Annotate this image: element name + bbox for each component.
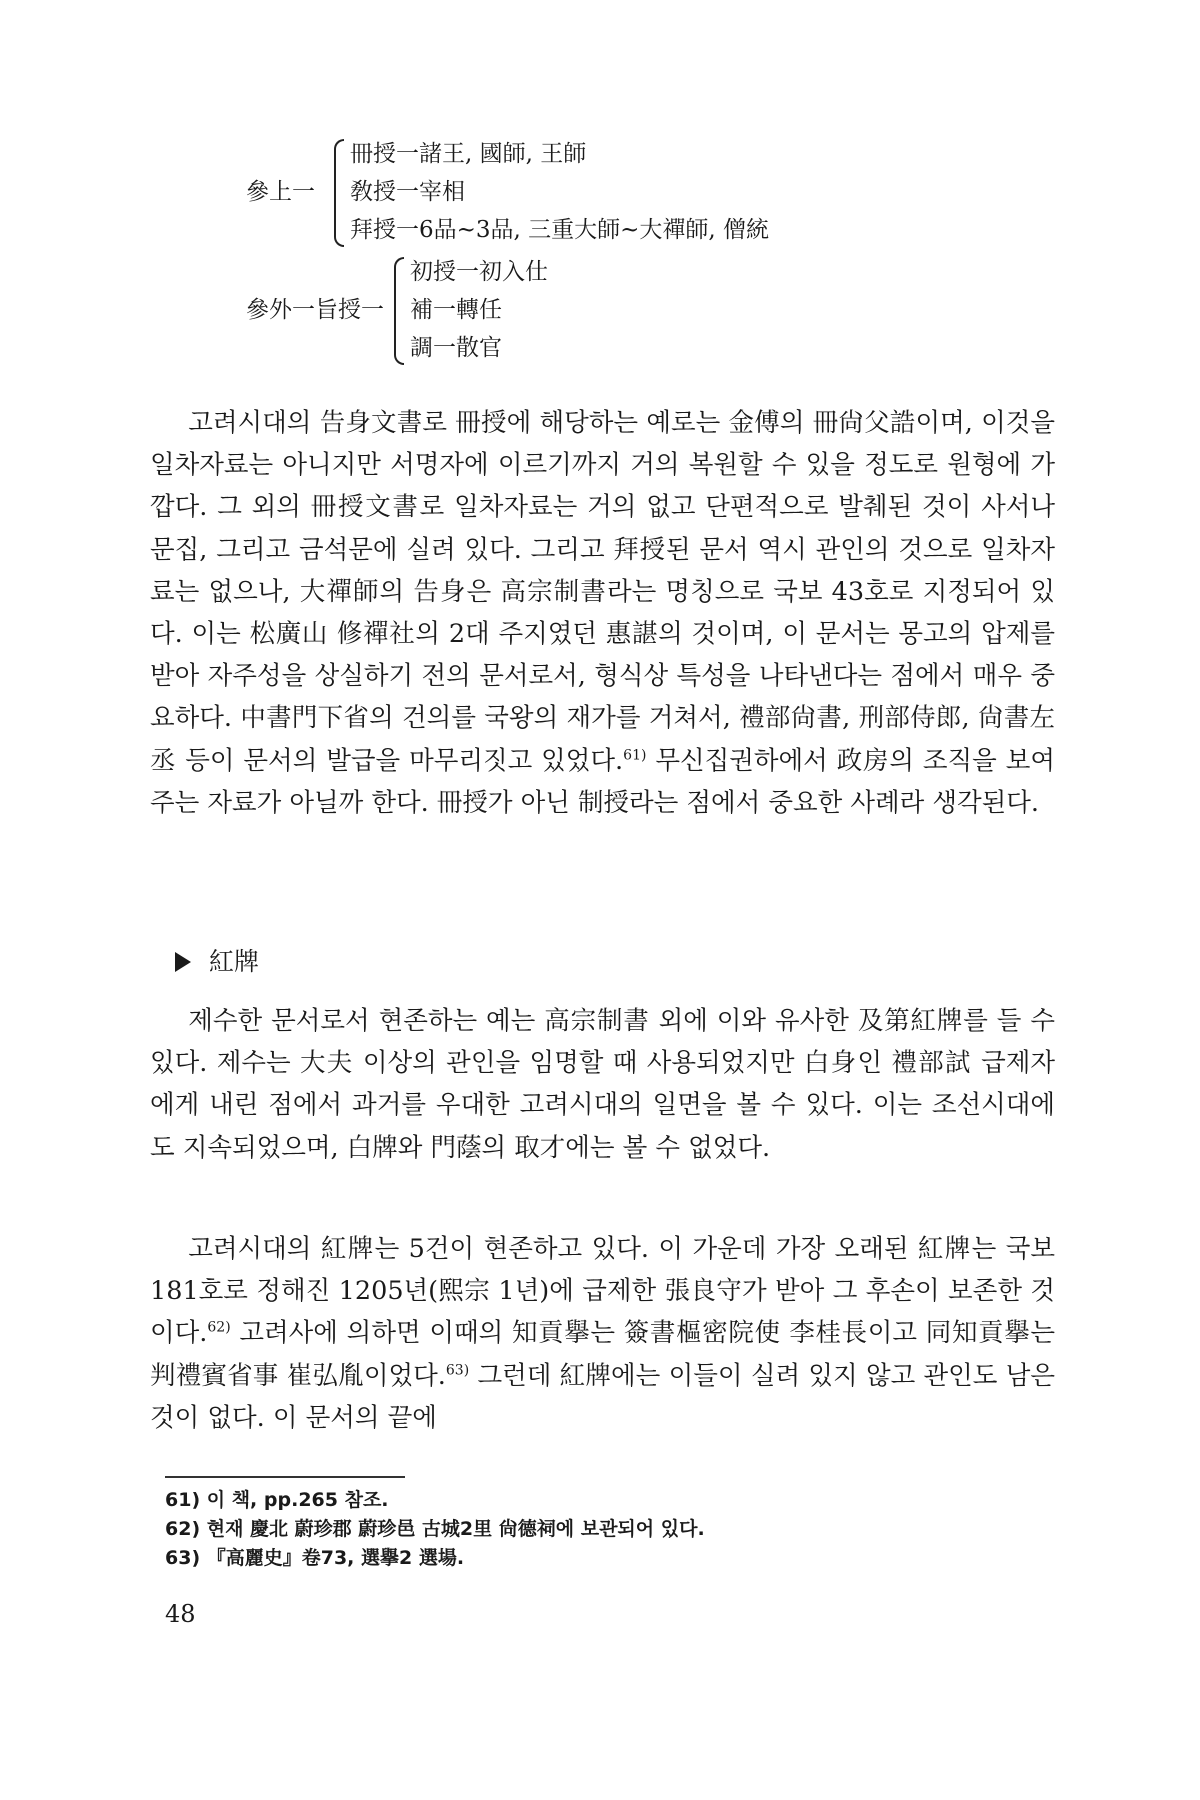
triangle-bullet-icon xyxy=(175,952,191,972)
footnote-divider xyxy=(165,1476,405,1478)
paragraph-text: 고려시대의 紅牌는 5건이 현존하고 있다. 이 가운데 가장 오래된 紅牌는 국보 181호로 정해진 1205년(熙宗 1년)에 급제한 張良守가 받아 그 후손이 보존한 것이다. xyxy=(150,1234,1055,1349)
brace-bracket xyxy=(334,139,344,247)
page-number: 48 xyxy=(165,1600,196,1628)
tree-root-label: 參外一旨授一 xyxy=(246,297,384,323)
paragraph-text: 고려사에 의하면 이때의 知貢擧는 簽書樞密院使 李桂長이고 同知貢擧는 判禮賓省事 崔弘胤이었다. xyxy=(150,1318,1055,1391)
tree-item: 補一轉任 xyxy=(410,297,502,323)
paragraph xyxy=(150,1000,1055,1169)
heading-text: 紅牌 xyxy=(209,947,260,976)
tree-item: 敎授一宰相 xyxy=(350,179,465,205)
tree-item: 初授一初入仕 xyxy=(410,259,548,285)
paragraph xyxy=(150,1228,1055,1439)
footnote-ref: 62) xyxy=(207,1319,231,1336)
paragraph-text: 무신집권하에서 政房의 조직을 보여주는 자료가 아닐까 한다. 冊授가 아닌 制授라는 점에서 중요한 사례라 생각된다. xyxy=(150,745,1056,818)
footnote: 61) 이 책, pp.265 참조. xyxy=(165,1489,389,1511)
tree-item: 拜授一6品~3品, 三重大師~大禪師, 僧統 xyxy=(350,217,770,243)
tree-item: 調一散官 xyxy=(410,335,502,361)
paragraph-text: 그런데 紅牌에는 이들이 실려 있지 않고 관인도 남은 것이 없다. 이 문서의 끝에 xyxy=(150,1360,1055,1433)
footnotes xyxy=(165,1486,705,1573)
footnote-ref: 61) xyxy=(623,747,647,764)
section-heading xyxy=(175,944,259,980)
paragraph xyxy=(150,402,1055,824)
paragraph-text: 제수한 문서로서 현존하는 예는 高宗制書 외에 이와 유사한 及第紅牌를 들 수 있다. 제수는 大夫 이상의 관인을 임명할 때 사용되었지만 白身인 禮部試 급제자에게 내린 점에서 과거를 우대한 고려시대의 일면을 볼 수 있다. 이는 조선시대에도 지속되었으며, 白牌와 門蔭의 取才에는 볼 수 없었다. xyxy=(150,1006,1055,1163)
footnote-ref: 63) xyxy=(445,1362,470,1379)
tree-item: 冊授一諸王, 國師, 王師 xyxy=(350,141,587,167)
tree-root-label: 參上一 xyxy=(246,179,315,205)
paragraph-text: 고려시대의 告身文書로 冊授에 해당하는 예로는 金傅의 冊尙父誥이며, 이것을 일차자료는 아니지만 서명자에 이르기까지 거의 복원할 수 있을 정도로 원형에 가깝다. 그 외의 冊授文書로 일차자료는 거의 없고 단편적으로 발췌된 것이 사서나 문집, 그리고 금석문에 실려 있다. 그리고 拜授된 문서 역시 관인의 것으로 일차자료는 없으나, 大禪師의 告身은 高宗制書라는 명칭으로 국보 43호로 지정되어 있다. 이는 松廣山 修禪社의 2대 주지였던 惠諶의 것이며, 이 문서는 몽고의 압제를 받아 자주성을 상실하기 전의 문서로서, 형식상 특성을 나타낸다는 점에서 매우 중요하다. 中書門下省의 건의를 국왕의 재가를 거쳐서, 禮部尙書, 刑部侍郎, 尙書左丞 등이 문서의 발급을 마무리짓고 있었다. xyxy=(150,408,1055,776)
brace-bracket xyxy=(394,257,404,365)
footnote: 62) 현재 慶北 蔚珍郡 蔚珍邑 古城2里 尙德祠에 보관되어 있다. xyxy=(165,1518,705,1540)
footnote: 63) 『高麗史』卷73, 選擧2 選場. xyxy=(165,1547,465,1569)
